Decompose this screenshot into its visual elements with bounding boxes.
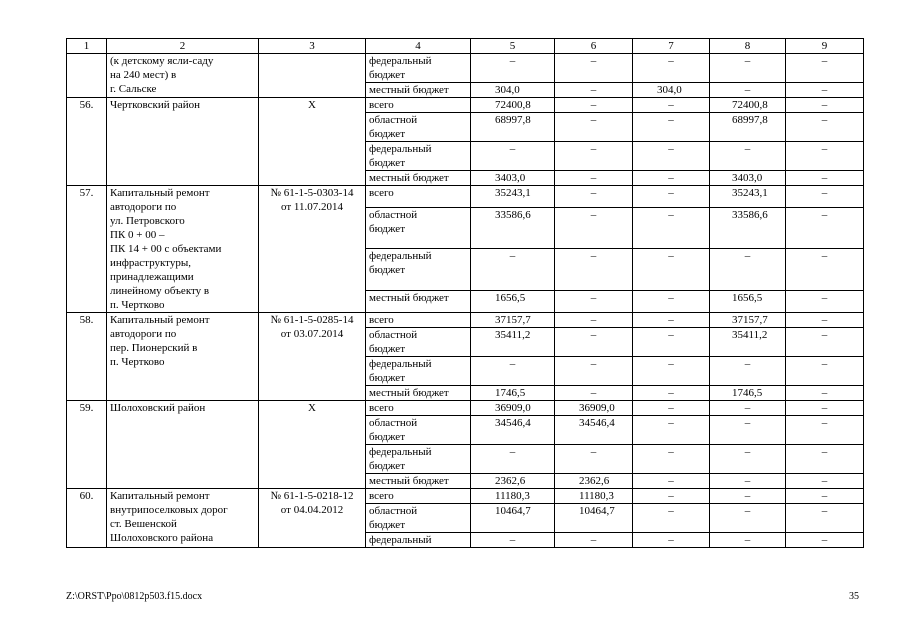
amount-c5: – — [471, 357, 555, 386]
amount-c5: 10464,7 — [471, 504, 555, 533]
budget-type: областной бюджет — [366, 113, 471, 142]
amount-c8: – — [710, 504, 786, 533]
amount-c5: 36909,0 — [471, 401, 555, 416]
amount-c9: – — [786, 489, 864, 504]
row-number: 58. — [67, 313, 107, 401]
amount-c8: 68997,8 — [710, 113, 786, 142]
amount-c6: – — [555, 328, 633, 357]
amount-c7: – — [633, 54, 710, 83]
column-number-4: 4 — [366, 39, 471, 54]
amount-c7: – — [633, 171, 710, 186]
amount-c8: – — [710, 474, 786, 489]
amount-c6: – — [555, 357, 633, 386]
object-name: Шолоховский район — [107, 401, 259, 489]
budget-type: федеральный бюджет — [366, 54, 471, 83]
amount-c7: – — [633, 489, 710, 504]
amount-c7: – — [633, 249, 710, 291]
amount-c9: – — [786, 504, 864, 533]
amount-c7: – — [633, 98, 710, 113]
document-ref: Х — [259, 98, 366, 186]
amount-c5: – — [471, 54, 555, 83]
amount-c8: – — [710, 533, 786, 548]
budget-type: областной бюджет — [366, 416, 471, 445]
amount-c7: – — [633, 313, 710, 328]
amount-c8: – — [710, 357, 786, 386]
amount-c9: – — [786, 386, 864, 401]
object-name: Капитальный ремонт автодороги по ул. Петровского ПК 0 + 00 – ПК 14 + 00 с объектами инфраструктуры, принадлежащими линейному объекту в п. Чертково — [107, 186, 259, 313]
budget-type: местный бюджет — [366, 171, 471, 186]
amount-c5: 33586,6 — [471, 207, 555, 249]
amount-c7: – — [633, 533, 710, 548]
amount-c8: 33586,6 — [710, 207, 786, 249]
budget-type: федеральный бюджет — [366, 445, 471, 474]
table-row — [67, 54, 864, 83]
amount-c9: – — [786, 401, 864, 416]
amount-c8: – — [710, 416, 786, 445]
amount-c9: – — [786, 291, 864, 313]
amount-c5: – — [471, 445, 555, 474]
amount-c9: – — [786, 186, 864, 208]
amount-c5: – — [471, 142, 555, 171]
document-ref: № 61-1-5-0218-12 от 04.04.2012 — [259, 489, 366, 548]
amount-c7: – — [633, 386, 710, 401]
amount-c7: – — [633, 504, 710, 533]
amount-c8: 37157,7 — [710, 313, 786, 328]
amount-c9: – — [786, 249, 864, 291]
amount-c8: 35411,2 — [710, 328, 786, 357]
amount-c6: 34546,4 — [555, 416, 633, 445]
table-row — [67, 98, 864, 113]
document-ref: № 61-1-5-0285-14 от 03.07.2014 — [259, 313, 366, 401]
amount-c6: 10464,7 — [555, 504, 633, 533]
amount-c9: – — [786, 533, 864, 548]
object-name: Капитальный ремонт внутрипоселковых дорог ст. Вешенской Шолоховского района — [107, 489, 259, 548]
amount-c7: – — [633, 291, 710, 313]
budget-type: всего — [366, 489, 471, 504]
amount-c5: – — [471, 533, 555, 548]
budget-type: областной бюджет — [366, 328, 471, 357]
amount-c5: 35411,2 — [471, 328, 555, 357]
object-name: Капитальный ремонт автодороги по пер. Пионерский в п. Чертково — [107, 313, 259, 401]
amount-c7: – — [633, 186, 710, 208]
amount-c7: – — [633, 416, 710, 445]
amount-c9: – — [786, 113, 864, 142]
amount-c8: – — [710, 401, 786, 416]
amount-c5: 3403,0 — [471, 171, 555, 186]
amount-c9: – — [786, 142, 864, 171]
document-ref — [259, 54, 366, 98]
row-number — [67, 54, 107, 98]
amount-c8: 1656,5 — [710, 291, 786, 313]
budget-type: местный бюджет — [366, 474, 471, 489]
amount-c5: 35243,1 — [471, 186, 555, 208]
amount-c6: 11180,3 — [555, 489, 633, 504]
amount-c6: – — [555, 533, 633, 548]
footer-file-path: Z:\ORST\Ppo\0812p503.f15.docx — [66, 591, 203, 602]
amount-c6: – — [555, 113, 633, 142]
amount-c5: 304,0 — [471, 83, 555, 98]
row-number: 60. — [67, 489, 107, 548]
amount-c6: – — [555, 386, 633, 401]
amount-c8: – — [710, 249, 786, 291]
row-number: 57. — [67, 186, 107, 313]
amount-c9: – — [786, 54, 864, 83]
budget-type: всего — [366, 186, 471, 208]
amount-c8: – — [710, 54, 786, 83]
amount-c5: 68997,8 — [471, 113, 555, 142]
document-ref: Х — [259, 401, 366, 489]
object-name: (к детскому ясли-саду на 240 мест) в г. Сальске — [107, 54, 259, 98]
row-number: 56. — [67, 98, 107, 186]
amount-c6: – — [555, 249, 633, 291]
amount-c9: – — [786, 83, 864, 98]
table-row — [67, 313, 864, 328]
budget-type: федеральный — [366, 533, 471, 548]
object-name: Чертковский район — [107, 98, 259, 186]
amount-c6: 36909,0 — [555, 401, 633, 416]
amount-c9: – — [786, 357, 864, 386]
amount-c8: – — [710, 142, 786, 171]
amount-c9: – — [786, 207, 864, 249]
amount-c5: – — [471, 249, 555, 291]
amount-c6: – — [555, 83, 633, 98]
document-ref: № 61-1-5-0303-14 от 11.07.2014 — [259, 186, 366, 313]
table-row — [67, 186, 864, 208]
amount-c6: – — [555, 98, 633, 113]
budget-type: всего — [366, 401, 471, 416]
amount-c6: – — [555, 142, 633, 171]
amount-c9: – — [786, 474, 864, 489]
column-number-9: 9 — [786, 39, 864, 54]
amount-c8: 72400,8 — [710, 98, 786, 113]
amount-c8: – — [710, 83, 786, 98]
amount-c9: – — [786, 313, 864, 328]
table-row — [67, 401, 864, 416]
amount-c5: 72400,8 — [471, 98, 555, 113]
budget-type: всего — [366, 313, 471, 328]
amount-c9: – — [786, 328, 864, 357]
amount-c8: 35243,1 — [710, 186, 786, 208]
amount-c5: 2362,6 — [471, 474, 555, 489]
amount-c9: – — [786, 445, 864, 474]
amount-c7: – — [633, 445, 710, 474]
amount-c8: 1746,5 — [710, 386, 786, 401]
amount-c9: – — [786, 171, 864, 186]
amount-c5: 11180,3 — [471, 489, 555, 504]
column-number-row — [67, 39, 864, 54]
amount-c7: – — [633, 142, 710, 171]
budget-type: областной бюджет — [366, 207, 471, 249]
amount-c7: 304,0 — [633, 83, 710, 98]
column-number-7: 7 — [633, 39, 710, 54]
column-number-1: 1 — [67, 39, 107, 54]
budget-type: областной бюджет — [366, 504, 471, 533]
budget-type: местный бюджет — [366, 291, 471, 313]
amount-c7: – — [633, 474, 710, 489]
budget-type: всего — [366, 98, 471, 113]
budget-type: федеральный бюджет — [366, 142, 471, 171]
amount-c6: – — [555, 313, 633, 328]
column-number-8: 8 — [710, 39, 786, 54]
table-row — [67, 489, 864, 504]
column-number-3: 3 — [259, 39, 366, 54]
amount-c9: – — [786, 416, 864, 445]
budget-type: федеральный бюджет — [366, 357, 471, 386]
amount-c7: – — [633, 401, 710, 416]
budget-type: местный бюджет — [366, 386, 471, 401]
amount-c6: – — [555, 445, 633, 474]
amount-c5: 34546,4 — [471, 416, 555, 445]
amount-c6: – — [555, 207, 633, 249]
amount-c5: 1656,5 — [471, 291, 555, 313]
row-number: 59. — [67, 401, 107, 489]
amount-c7: – — [633, 207, 710, 249]
amount-c9: – — [786, 98, 864, 113]
column-number-6: 6 — [555, 39, 633, 54]
page-number: 35 — [849, 591, 859, 602]
amount-c5: 1746,5 — [471, 386, 555, 401]
amount-c6: – — [555, 186, 633, 208]
amount-c6: – — [555, 171, 633, 186]
amount-c6: 2362,6 — [555, 474, 633, 489]
budget-type: местный бюджет — [366, 83, 471, 98]
column-number-5: 5 — [471, 39, 555, 54]
amount-c6: – — [555, 291, 633, 313]
amount-c8: – — [710, 489, 786, 504]
amount-c7: – — [633, 113, 710, 142]
amount-c6: – — [555, 54, 633, 83]
amount-c7: – — [633, 357, 710, 386]
amount-c7: – — [633, 328, 710, 357]
column-number-2: 2 — [107, 39, 259, 54]
budget-type: федеральный бюджет — [366, 249, 471, 291]
amount-c8: – — [710, 445, 786, 474]
amount-c5: 37157,7 — [471, 313, 555, 328]
amount-c8: 3403,0 — [710, 171, 786, 186]
budget-table — [66, 38, 864, 548]
